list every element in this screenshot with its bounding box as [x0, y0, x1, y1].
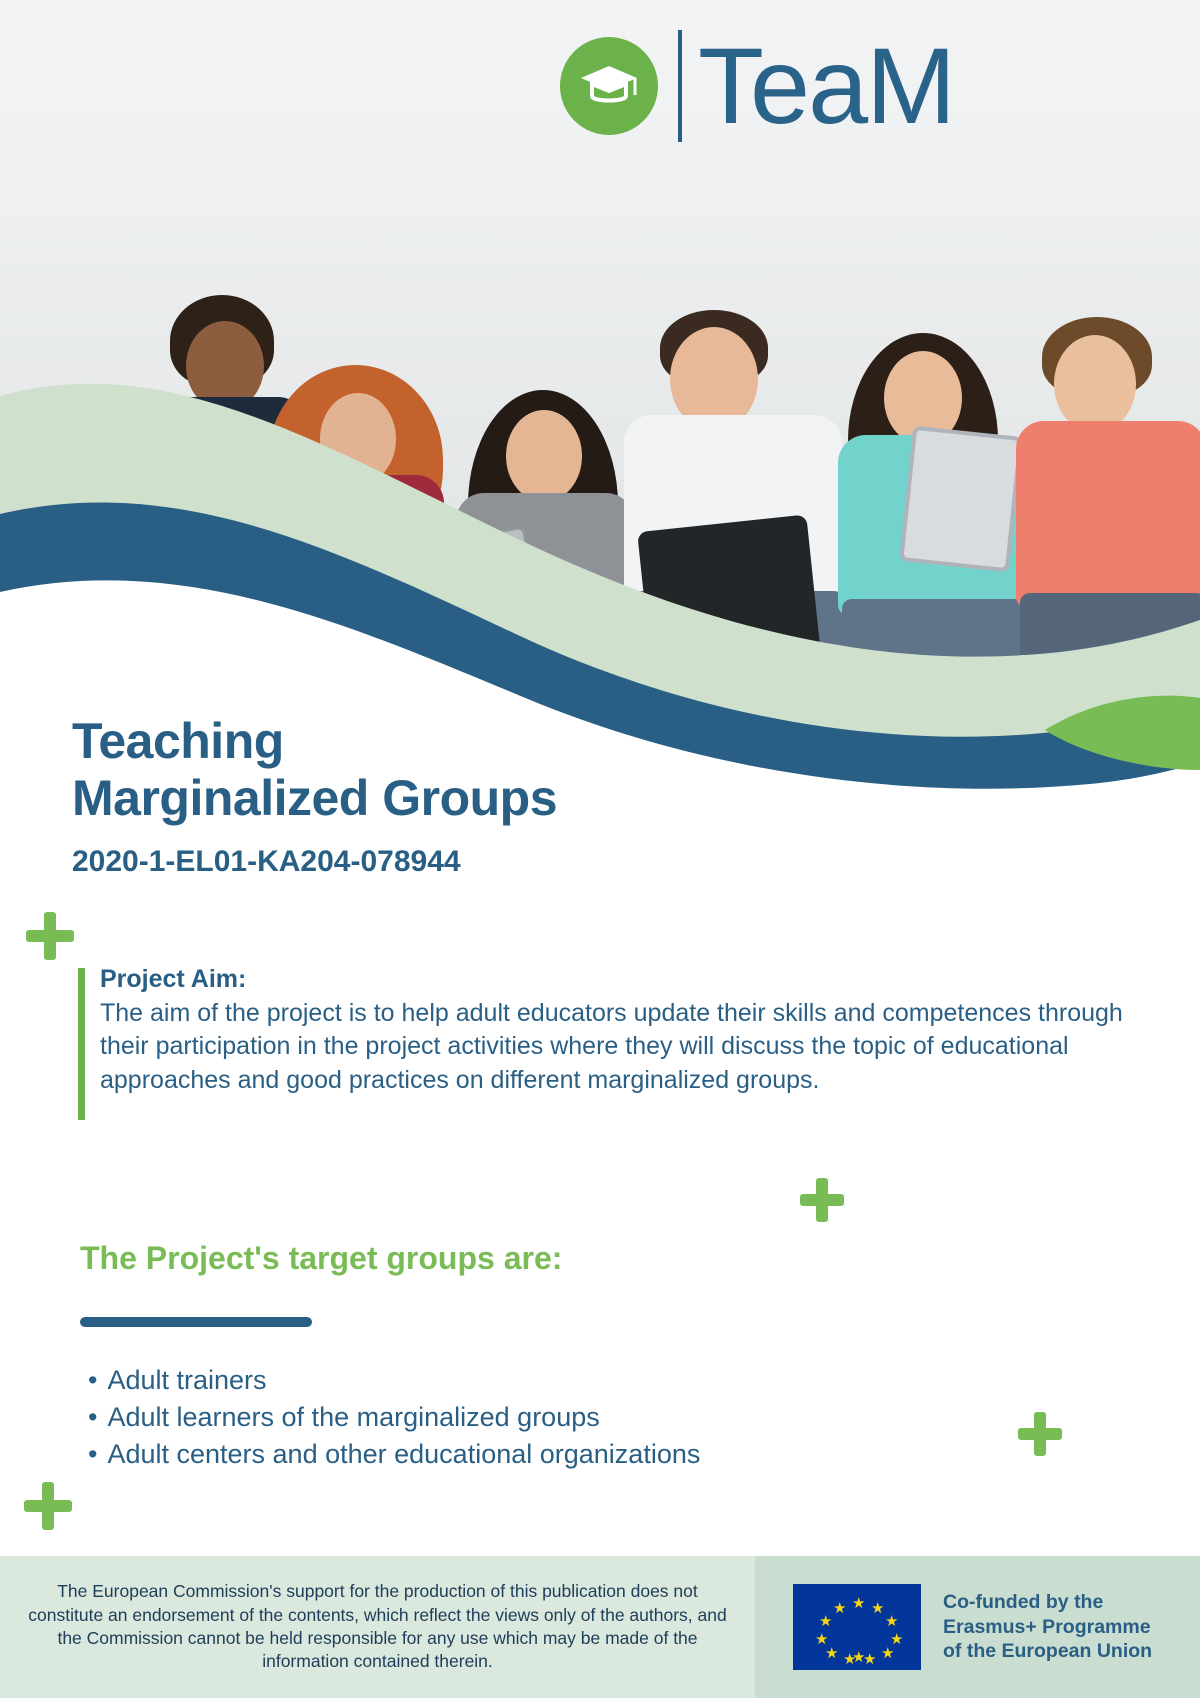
- page-title: [72, 713, 712, 826]
- list-item: • Adult centers and other educational organizations: [88, 1436, 700, 1473]
- footer-disclaimer-area: [0, 1556, 755, 1698]
- eu-flag-icon: ★ ★ ★ ★ ★ ★ ★ ★ ★ ★ ★ ★: [793, 1584, 921, 1670]
- footer: [0, 1556, 1200, 1698]
- aim-body: The aim of the project is to help adult educators update their skills and competences through their participation in the project activities where they will discuss the topic of educational approaches and good practices on different marginalized groups.: [100, 998, 1123, 1094]
- funding-line-1: Co-funded by the: [943, 1590, 1104, 1613]
- target-groups-rule: [80, 1317, 312, 1327]
- team-logo: [560, 25, 955, 146]
- logo-divider: [678, 30, 682, 142]
- aim-heading: Project Aim:: [100, 965, 247, 993]
- disclaimer-text: The European Commission's support for the production of this publication does not constitute an endorsement of the contents, which reflect the views only of the authors, and the Commission cannot be held responsible for any use which may be made of the information contained therein.: [28, 1581, 727, 1672]
- funding-text: [943, 1590, 1152, 1665]
- logo-text: TeaM: [698, 25, 955, 146]
- project-code: 2020-1-EL01-KA204-078944: [72, 845, 461, 878]
- target-groups-list: [88, 1362, 700, 1473]
- title-line-1: Teaching: [72, 713, 284, 769]
- funding-line-2: Erasmus+ Programme: [943, 1615, 1151, 1638]
- plus-icon: [1018, 1412, 1062, 1456]
- graduation-cap-glyph: [578, 62, 640, 110]
- list-item: • Adult trainers: [88, 1362, 700, 1399]
- graduation-cap-icon: [560, 37, 658, 135]
- plus-icon: [800, 1178, 844, 1222]
- project-aim-block: [100, 963, 1170, 1097]
- footer-funding-area: [755, 1556, 1200, 1698]
- aim-accent-bar: [78, 968, 85, 1120]
- target-groups-heading: The Project's target groups are:: [80, 1240, 563, 1276]
- funding-line-3: of the European Union: [943, 1640, 1153, 1663]
- plus-icon: [24, 1482, 72, 1530]
- plus-icon: [26, 912, 74, 960]
- title-line-2: Marginalized Groups: [72, 769, 558, 826]
- list-item: • Adult learners of the marginalized groups: [88, 1399, 700, 1436]
